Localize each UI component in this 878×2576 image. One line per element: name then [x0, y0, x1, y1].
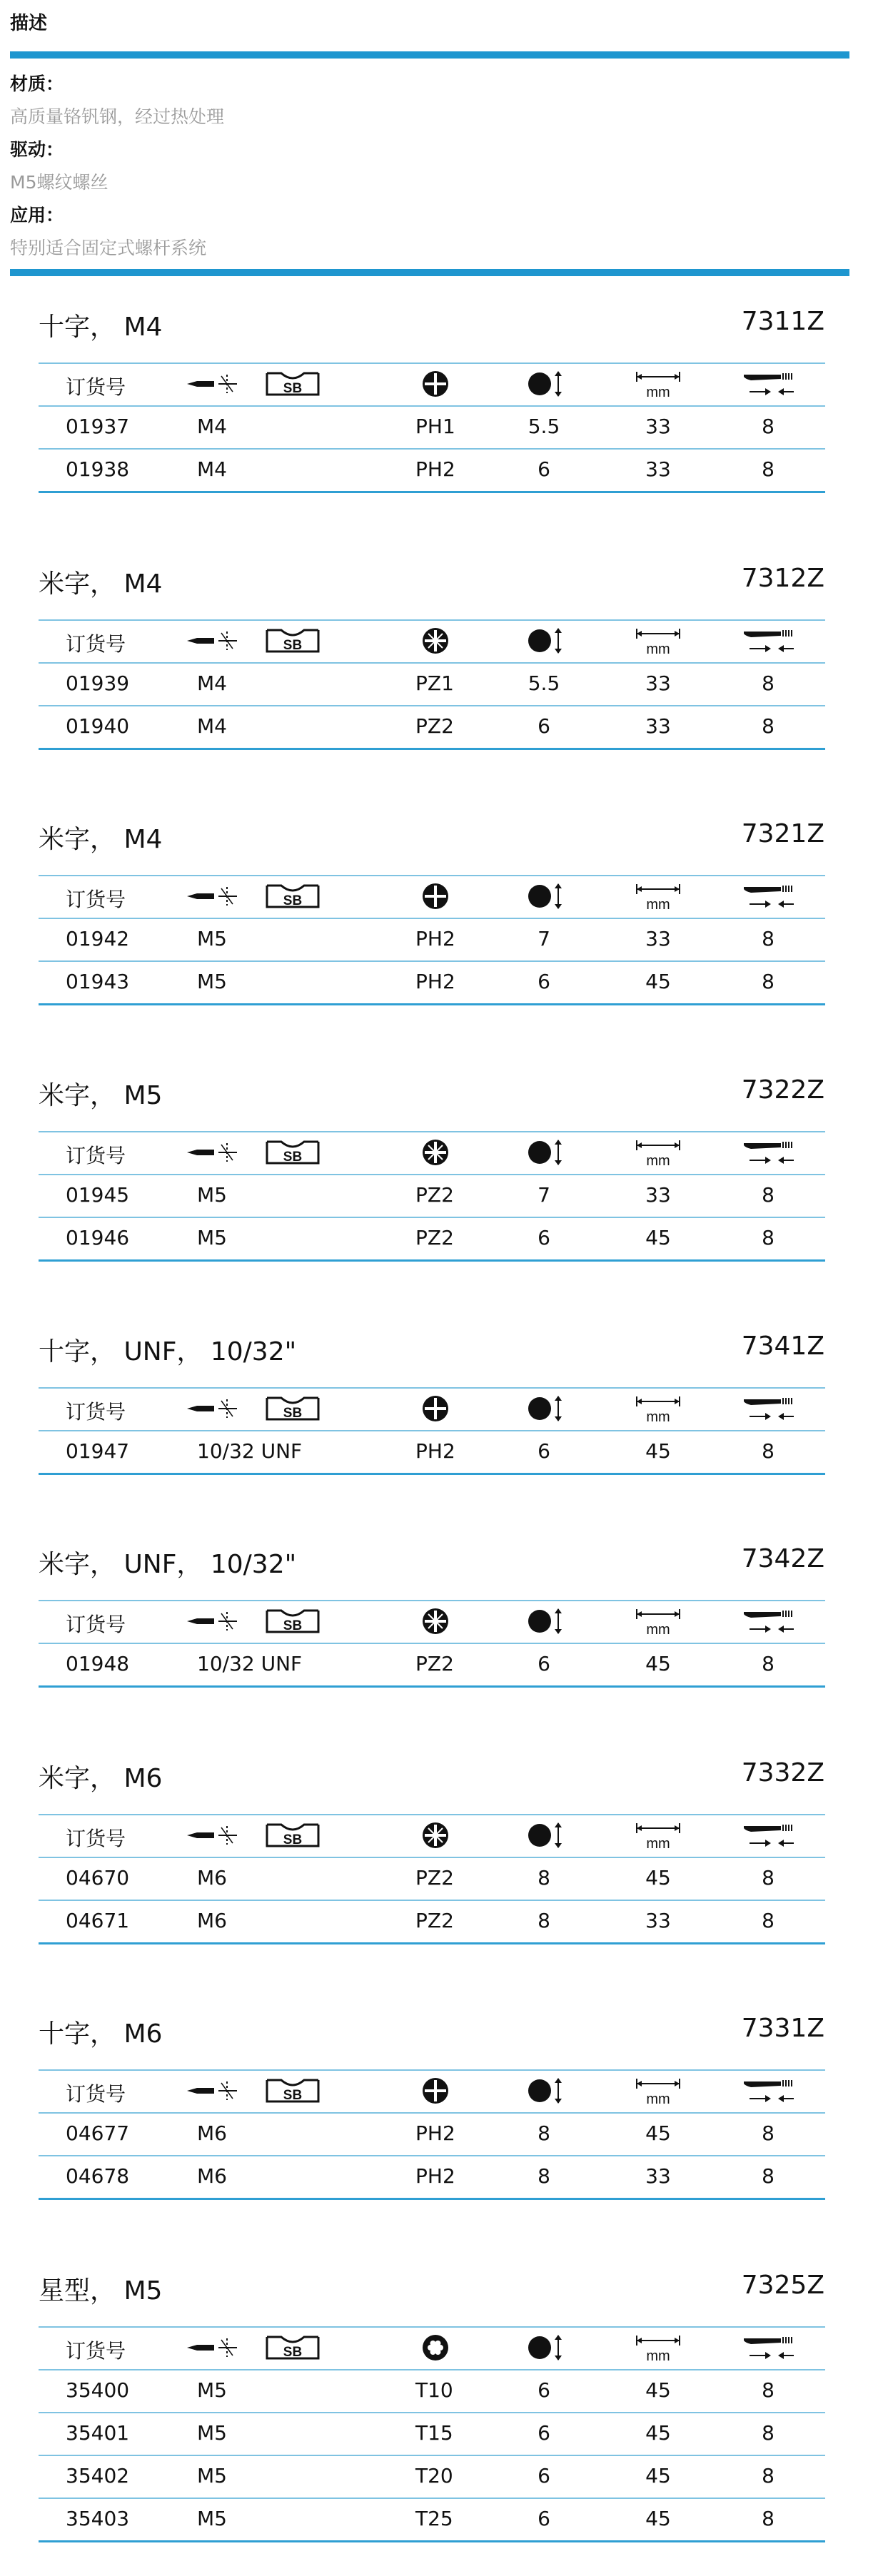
mm-label: mm — [646, 897, 670, 913]
blade-length-value: 8 — [762, 2378, 774, 2402]
table-bottom-line — [39, 1003, 825, 1005]
length-mm-icon — [630, 1136, 687, 1169]
blade-length-icon — [740, 1136, 797, 1169]
order-number: 04670 — [66, 1866, 130, 1890]
order-number-header: 订货号 — [66, 2339, 126, 2363]
table-row-line — [39, 2455, 825, 2456]
table-bottom-line — [39, 2198, 825, 2200]
blade-length-value: 8 — [762, 457, 774, 481]
drive-size: PH1 — [415, 415, 455, 438]
thread-size: M5 — [197, 927, 227, 950]
length-value: 33 — [645, 457, 671, 481]
length-value: 45 — [645, 970, 671, 993]
phillips-drive-icon — [407, 367, 464, 400]
blade-length-value: 8 — [762, 970, 774, 993]
diameter-value: 7 — [538, 927, 550, 950]
table-row-line — [39, 705, 825, 706]
mm-label: mm — [646, 2348, 670, 2364]
table-bottom-line — [39, 1259, 825, 1262]
sb-label: SB — [283, 1618, 303, 1633]
table-row-line — [39, 2369, 825, 2370]
sb-label: SB — [283, 1150, 303, 1165]
screw-thread-icon — [183, 880, 240, 913]
length-value: 45 — [645, 2421, 671, 2445]
torx-drive-icon — [407, 2331, 464, 2364]
blade-length-value: 8 — [762, 1909, 774, 1932]
section-code: 7342Z — [741, 1544, 824, 1573]
table-top-line — [39, 2069, 825, 2071]
sb-label: SB — [283, 893, 303, 908]
blade-length-value: 8 — [762, 927, 774, 950]
section-code: 7341Z — [741, 1332, 824, 1361]
table-top-line — [39, 2326, 825, 2328]
blade-length-icon — [740, 367, 797, 400]
table-bottom-line — [39, 748, 825, 750]
diameter-value: 6 — [538, 457, 550, 481]
diameter-value: 6 — [538, 1652, 550, 1675]
drive-size: PZ2 — [415, 1866, 454, 1890]
drive-size: PZ2 — [415, 1909, 454, 1932]
drive-size: T10 — [415, 2378, 453, 2402]
order-number-header: 订货号 — [66, 1827, 126, 1850]
sb-label: SB — [283, 2088, 303, 2103]
mm-label: mm — [646, 2091, 670, 2107]
table-row-line — [39, 405, 825, 407]
diameter-icon — [515, 2074, 572, 2107]
section-code: 7311Z — [741, 307, 824, 336]
diameter-value: 8 — [538, 2164, 550, 2188]
diameter-value: 8 — [538, 1909, 550, 1932]
drive-size: T20 — [415, 2464, 453, 2488]
thread-size: M6 — [197, 1866, 227, 1890]
drive-label: 驱动： — [10, 139, 64, 160]
sb-label: SB — [283, 381, 303, 396]
order-number: 35400 — [66, 2378, 130, 2402]
diameter-value: 6 — [538, 2464, 550, 2488]
length-mm-icon — [630, 624, 687, 657]
length-value: 33 — [645, 1183, 671, 1207]
table-row-line — [39, 2498, 825, 2499]
table-bottom-line — [39, 1942, 825, 1944]
section-code: 7332Z — [741, 1758, 824, 1788]
table-bottom-line — [39, 1685, 825, 1688]
length-value: 33 — [645, 1909, 671, 1932]
sb-label: SB — [283, 638, 303, 653]
length-value: 45 — [645, 1652, 671, 1675]
mm-label: mm — [646, 1153, 670, 1169]
thread-size: 10/32 UNF — [197, 1652, 303, 1675]
thread-size: M5 — [197, 1226, 227, 1249]
order-number: 01948 — [66, 1652, 130, 1675]
sb-pack-icon — [264, 1136, 321, 1169]
blade-length-value: 8 — [762, 2507, 774, 2530]
mm-label: mm — [646, 385, 670, 400]
thread-size: M5 — [197, 2378, 227, 2402]
thread-size: M6 — [197, 2164, 227, 2188]
sb-pack-icon — [264, 367, 321, 400]
section-code: 7331Z — [741, 2014, 824, 2043]
phillips-drive-icon — [407, 1392, 464, 1425]
order-number-header: 订货号 — [66, 632, 126, 656]
thread-size: M5 — [197, 970, 227, 993]
blade-length-value: 8 — [762, 1866, 774, 1890]
diameter-icon — [515, 1392, 572, 1425]
section-title: 米字， M4 — [39, 569, 163, 599]
order-number: 01937 — [66, 415, 130, 438]
order-number-header: 订货号 — [66, 1613, 126, 1636]
material-label: 材质： — [10, 73, 64, 94]
order-number: 01940 — [66, 714, 130, 738]
blade-length-icon — [740, 1392, 797, 1425]
screw-thread-icon — [183, 1605, 240, 1638]
blade-length-icon — [740, 624, 797, 657]
drive-size: PZ2 — [415, 1226, 454, 1249]
screw-thread-icon — [183, 367, 240, 400]
order-number: 35402 — [66, 2464, 130, 2488]
table-bottom-line — [39, 1473, 825, 1475]
sb-pack-icon — [264, 880, 321, 913]
drive-size: PH2 — [415, 2121, 455, 2145]
pozidriv-drive-icon — [407, 1605, 464, 1638]
section-code: 7321Z — [741, 819, 824, 848]
thread-size: M4 — [197, 671, 227, 695]
table-row-line — [39, 1217, 825, 1218]
thread-size: M6 — [197, 2121, 227, 2145]
drive-size: PH2 — [415, 1439, 455, 1463]
diameter-value: 5.5 — [528, 415, 560, 438]
diameter-value: 6 — [538, 1439, 550, 1463]
blade-length-value: 8 — [762, 671, 774, 695]
section-title: 米字， M6 — [39, 1764, 163, 1793]
sb-pack-icon — [264, 1392, 321, 1425]
order-number: 35401 — [66, 2421, 130, 2445]
blade-length-value: 8 — [762, 1439, 774, 1463]
order-number: 04677 — [66, 2121, 130, 2145]
order-number-header: 订货号 — [66, 1400, 126, 1424]
pozidriv-drive-icon — [407, 1136, 464, 1169]
section-code: 7325Z — [741, 2271, 824, 2300]
drive-size: PH2 — [415, 457, 455, 481]
diameter-value: 6 — [538, 1226, 550, 1249]
thread-size: M6 — [197, 1909, 227, 1932]
diameter-value: 6 — [538, 2378, 550, 2402]
blade-length-value: 8 — [762, 415, 774, 438]
diameter-icon — [515, 1605, 572, 1638]
drive-size: T15 — [415, 2421, 453, 2445]
drive-size: PH2 — [415, 927, 455, 950]
section-title: 米字， UNF， 10/32" — [39, 1550, 297, 1579]
drive-size: PZ2 — [415, 714, 454, 738]
drive-size: PH2 — [415, 970, 455, 993]
drive-size: PZ1 — [415, 671, 454, 695]
screw-thread-icon — [183, 1819, 240, 1852]
order-number: 35403 — [66, 2507, 130, 2530]
order-number-header: 订货号 — [66, 1144, 126, 1167]
pozidriv-drive-icon — [407, 1819, 464, 1852]
drive-size: PZ2 — [415, 1652, 454, 1675]
table-top-line — [39, 1131, 825, 1132]
table-top-line — [39, 362, 825, 364]
diameter-value: 8 — [538, 2121, 550, 2145]
order-number: 01942 — [66, 927, 130, 950]
order-number: 01945 — [66, 1183, 130, 1207]
thread-size: M5 — [197, 2464, 227, 2488]
table-row-line — [39, 1900, 825, 1901]
section-title: 米字， M5 — [39, 1081, 163, 1110]
order-number-header: 订货号 — [66, 375, 126, 399]
drive-value: M5螺纹螺丝 — [10, 172, 109, 193]
sb-pack-icon — [264, 1605, 321, 1638]
sb-pack-icon — [264, 2331, 321, 2364]
order-number: 04678 — [66, 2164, 130, 2188]
blade-length-value: 8 — [762, 2421, 774, 2445]
table-row-line — [39, 2155, 825, 2156]
screw-thread-icon — [183, 624, 240, 657]
blade-length-value: 8 — [762, 714, 774, 738]
mm-label: mm — [646, 1622, 670, 1638]
blade-length-icon — [740, 2074, 797, 2107]
sb-label: SB — [283, 1406, 303, 1421]
mm-label: mm — [646, 1836, 670, 1852]
table-bottom-line — [39, 491, 825, 493]
order-number-header: 订货号 — [66, 2082, 126, 2106]
diameter-value: 6 — [538, 2421, 550, 2445]
table-row-line — [39, 2412, 825, 2413]
section-code: 7312Z — [741, 564, 824, 593]
sb-pack-icon — [264, 624, 321, 657]
table-row-line — [39, 1430, 825, 1431]
blade-length-icon — [740, 1819, 797, 1852]
material-value: 高质量铬钒钢，经过热处理 — [10, 106, 225, 127]
table-row-line — [39, 960, 825, 962]
blade-length-value: 8 — [762, 2121, 774, 2145]
length-mm-icon — [630, 1819, 687, 1852]
length-value: 33 — [645, 714, 671, 738]
drive-size: T25 — [415, 2507, 453, 2530]
thread-size: M5 — [197, 2421, 227, 2445]
diameter-value: 7 — [538, 1183, 550, 1207]
length-value: 45 — [645, 1439, 671, 1463]
length-value: 45 — [645, 2378, 671, 2402]
table-top-line — [39, 1814, 825, 1815]
section-title: 十字， M4 — [39, 313, 163, 342]
length-value: 45 — [645, 1866, 671, 1890]
blade-length-value: 8 — [762, 1183, 774, 1207]
length-value: 33 — [645, 2164, 671, 2188]
sb-pack-icon — [264, 1819, 321, 1852]
application-value: 特别适合固定式螺杆系统 — [10, 238, 207, 258]
mm-label: mm — [646, 1409, 670, 1425]
length-value: 45 — [645, 1226, 671, 1249]
blade-length-icon — [740, 880, 797, 913]
phillips-drive-icon — [407, 2074, 464, 2107]
sb-label: SB — [283, 1832, 303, 1847]
length-value: 45 — [645, 2507, 671, 2530]
mm-label: mm — [646, 642, 670, 657]
table-top-line — [39, 875, 825, 876]
table-row-line — [39, 2112, 825, 2114]
diameter-icon — [515, 624, 572, 657]
diameter-value: 5.5 — [528, 671, 560, 695]
diameter-value: 8 — [538, 1866, 550, 1890]
order-number-header: 订货号 — [66, 888, 126, 911]
pozidriv-drive-icon — [407, 624, 464, 657]
section-title: 米字， M4 — [39, 825, 163, 854]
diameter-icon — [515, 1136, 572, 1169]
application-label: 应用： — [10, 205, 64, 225]
diameter-icon — [515, 880, 572, 913]
length-value: 45 — [645, 2464, 671, 2488]
length-mm-icon — [630, 1605, 687, 1638]
thread-size: M5 — [197, 1183, 227, 1207]
length-mm-icon — [630, 367, 687, 400]
blade-length-value: 8 — [762, 1652, 774, 1675]
section-code: 7322Z — [741, 1075, 824, 1105]
table-row-line — [39, 1643, 825, 1644]
blade-length-icon — [740, 1605, 797, 1638]
drive-size: PH2 — [415, 2164, 455, 2188]
table-row-line — [39, 918, 825, 919]
thread-size: M5 — [197, 2507, 227, 2530]
order-number: 01946 — [66, 1226, 130, 1249]
drive-size: PZ2 — [415, 1183, 454, 1207]
table-row-line — [39, 448, 825, 450]
diameter-icon — [515, 367, 572, 400]
section-title: 十字， M6 — [39, 2019, 163, 2049]
screw-thread-icon — [183, 1392, 240, 1425]
thread-size: M4 — [197, 415, 227, 438]
order-number: 01947 — [66, 1439, 130, 1463]
order-number: 01939 — [66, 671, 130, 695]
screw-thread-icon — [183, 2331, 240, 2364]
table-top-line — [39, 1387, 825, 1389]
table-row-line — [39, 1857, 825, 1858]
order-number: 01938 — [66, 457, 130, 481]
table-top-line — [39, 619, 825, 621]
section-title: 十字， UNF， 10/32" — [39, 1337, 297, 1366]
sb-label: SB — [283, 2345, 303, 2360]
blade-length-value: 8 — [762, 2464, 774, 2488]
diameter-icon — [515, 1819, 572, 1852]
length-mm-icon — [630, 2074, 687, 2107]
length-mm-icon — [630, 880, 687, 913]
diameter-value: 6 — [538, 2507, 550, 2530]
length-value: 45 — [645, 2121, 671, 2145]
blade-length-icon — [740, 2331, 797, 2364]
section-title: 星型， M5 — [39, 2276, 163, 2306]
table-row-line — [39, 662, 825, 664]
phillips-drive-icon — [407, 880, 464, 913]
thread-size: 10/32 UNF — [197, 1439, 303, 1463]
thread-size: M4 — [197, 714, 227, 738]
length-value: 33 — [645, 927, 671, 950]
thread-size: M4 — [197, 457, 227, 481]
blade-length-value: 8 — [762, 1226, 774, 1249]
order-number: 04671 — [66, 1909, 130, 1932]
order-number: 01943 — [66, 970, 130, 993]
length-value: 33 — [645, 415, 671, 438]
description-top-rule — [10, 51, 849, 59]
diameter-value: 6 — [538, 714, 550, 738]
description-title: 描述 — [10, 13, 48, 34]
screw-thread-icon — [183, 2074, 240, 2107]
length-mm-icon — [630, 2331, 687, 2364]
diameter-icon — [515, 2331, 572, 2364]
length-value: 33 — [645, 671, 671, 695]
table-row-line — [39, 1174, 825, 1175]
sb-pack-icon — [264, 2074, 321, 2107]
table-bottom-line — [39, 2540, 825, 2542]
blade-length-value: 8 — [762, 2164, 774, 2188]
description-bottom-rule — [10, 269, 849, 276]
length-mm-icon — [630, 1392, 687, 1425]
table-top-line — [39, 1600, 825, 1601]
screw-thread-icon — [183, 1136, 240, 1169]
diameter-value: 6 — [538, 970, 550, 993]
